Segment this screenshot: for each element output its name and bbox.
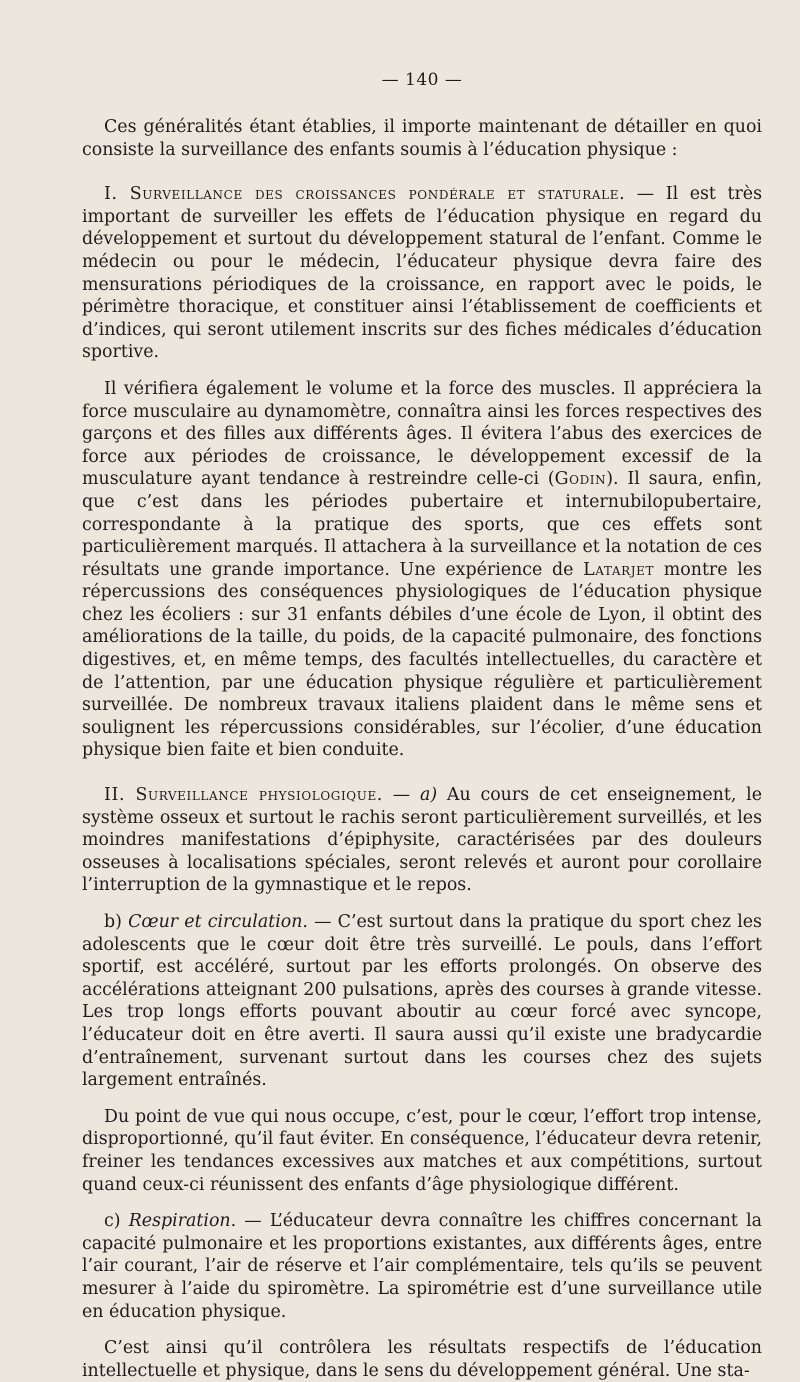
section-2-text: Au cours de cet enseignement, le système osseux et surtout le rachis seront particulièrement surveillés, et les moindres manifestations d’épiphysite, caractérisées par des douleurs osseuses à localisations spéciales, seront relevés et auront pour corollaire l’interruption de la gymnastique et le repos. — [82, 785, 762, 896]
heart-label: b) — [104, 912, 129, 932]
page-number: — 140 — — [381, 70, 463, 90]
section-1-paragraph — [82, 183, 762, 364]
author-godin: Godin — [554, 469, 607, 490]
intro-paragraph: Ces généralités étant établies, il importe maintenant de détailler en quoi consiste la surveillance des enfants soumis à l’éducation physique : — [82, 117, 762, 160]
section-1-dash: — — [625, 184, 666, 205]
respiration-text: — L’éducateur devra connaître les chiffres concernant la capacité pulmonaire et les proportions existantes, aux différents âges, entre l’air courant, l’air de réserve et l’air complémentaire, tels qu’ils se peuvent mesurer à l’aide du spiromètre. La spirométrie est d’une surveillance utile en éducation physique. — [82, 1211, 762, 1322]
respiration-label: c) — [104, 1211, 129, 1232]
section-2-a-label: a) — [419, 785, 438, 806]
section-1-heading: I. Surveillance des croissances pondérale et staturale. — [104, 184, 626, 205]
heart-title: Cœur et circulation. — [128, 912, 308, 932]
author-latarjet: Latarjet — [583, 559, 655, 580]
respiration-title: Respiration. — [128, 1211, 237, 1232]
heart-paragraph — [82, 911, 762, 1092]
section-1-text: Il est très important de surveiller les effets de l’éducation physique en regard du développement et surtout du développement statural de l’enfant. Comme le médecin ou pour le médecin, l’éducateur physique devra faire des mensurations périodiques de la croissance, en rapport avec le poids, le périmètre thoracique, et constituer ainsi l’établissement de coefficients et d’indices, qui seront utilement inscrits sur des fiches médicales d’éducation sportive. — [82, 184, 762, 363]
muscle-text-b: ). Il saura, enfin, que c’est dans les périodes pubertaire et internubilopubertaire, correspondante à la pratique des sports, que ces effets sont particulièrement marqués. Il attachera à la surveillance et la notation de ces résultats une grande importance. Une expérience de — [82, 469, 762, 580]
heart-text: — C’est surtout dans la pratique du sport chez les adolescents que le cœur doit être très surveillé. Le pouls, dans l’effort sportif, est accéléré, surtout par les efforts prolongés. On observe des accélérations atteignant 200 pulsations, après des courses à grande vitesse. Les trop longs efforts pouvant aboutir au cœur forcé avec syncope, l’éducateur doit en être averti. Il saura aussi qu’il existe une bradycardie d’entraînement, survenant surtout dans les courses chez des sujets largement entraînés. — [82, 912, 762, 1091]
section-2-paragraph — [82, 784, 762, 897]
muscle-text-a: Il vérifiera également le volume et la force des muscles. Il appréciera la force musculaire au dynamomètre, connaîtra ainsi les forces respectives des garçons et des filles aux différents âges. Il évitera l’abus des exercices de force aux périodes de croissance, le développement excessif de la musculature ayant tendance à restreindre celle-ci ( — [82, 378, 762, 490]
closing-paragraph: C’est ainsi qu’il contrôlera les résultats respectifs de l’éducation intellectuelle et physique, dans le sens du développement général. Une sta- — [82, 1338, 762, 1381]
heart-effort-paragraph: Du point de vue qui nous occupe, c’est, pour le cœur, l’effort trop intense, disproportionné, qu’il faut éviter. En conséquence, l’éducateur devra retenir, freiner les tendances excessives aux matches et aux compétitions, surtout quand ceux-ci réunissent des enfants d’âge physiologique différent. — [82, 1106, 762, 1195]
section-2-heading: II. Surveillance physiologique. — [104, 785, 383, 806]
muscle-text-c: montre les répercussions des conséquences physiologiques de l’éducation physique chez les écoliers : sur 31 enfants débiles d’une école de Lyon, il obtint des améliorations de la taille, du poids, de la capacité pulmonaire, des fonctions digestives, et, en même temps, des facultés intellectuelles, du caractère et de l’attention, par une éducation physique régulière et particulièrement surveillée. De nombreux travaux italiens plaident dans le même sens et soulignent les répercussions considérables, sur l’écolier, d’une éducation physique bien faite et bien conduite. — [82, 559, 763, 761]
muscle-paragraph — [82, 378, 762, 762]
section-2-dash: — — [382, 785, 420, 806]
respiration-paragraph — [82, 1210, 762, 1323]
